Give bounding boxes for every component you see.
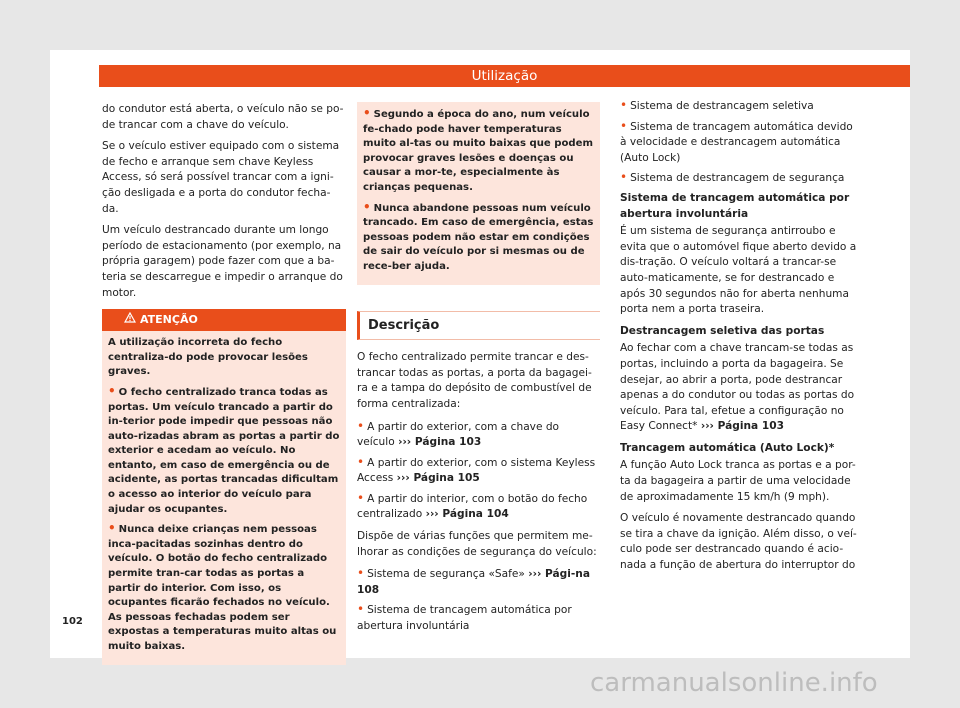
column-middle xyxy=(357,102,600,639)
list-item: • Sistema de trancagem automática devido à velocidade e destrancagem automática (Auto Lock) xyxy=(620,118,853,164)
manual-page xyxy=(50,50,910,658)
subheading: Sistema de trancagem automática por abertura involuntária xyxy=(620,191,850,220)
bullet-dot: • xyxy=(357,566,365,581)
paragraph: A função Auto Lock tranca as portas e a por-ta da bagageira a partir de uma velocidade de aproximadamente 15 km/h (9 mph). xyxy=(620,459,856,503)
page-reference-link[interactable]: ››› Página 105 xyxy=(396,472,480,485)
bullet-dot: • xyxy=(357,602,365,617)
list-item: • Sistema de trancagem automática por abertura involuntária xyxy=(357,602,572,633)
paragraph: Dispõe de várias funções que permitem me-lhorar as condições de segurança do veículo: xyxy=(357,530,597,558)
bullet-dot: • xyxy=(108,521,116,536)
page-reference-link[interactable]: ››› Página 103 xyxy=(398,436,482,449)
bullet-dot: • xyxy=(363,106,371,120)
warning-bullet: • Segundo a época do ano, num veículo fe-chado pode haver temperaturas muito al-tas ou muito baixas que podem provocar graves lesões e doenças ou causar a mor-te, especialmente às crianças pequenas. xyxy=(363,106,593,193)
bullet-dot: • xyxy=(363,199,371,214)
paragraph: Ao fechar com a chave trancam-se todas as portas, incluindo a porta da bagageira. Se desejar, ao abrir a porta, pode destrancar apenas a do condutor ou todas as portas do veículo. Para tal, efetue a configuração no Easy Connect* ››› Página 103 xyxy=(620,342,855,433)
bullet-dot: • xyxy=(620,98,628,112)
warning-title: ATENÇÃO xyxy=(140,313,198,327)
bullet-dot: • xyxy=(108,383,116,398)
paragraph: O veículo é novamente destrancado quando se tira a chave da ignição. Além disso, o veí-culo pode ser destrancado quando é acio-nada a função de abertura do interruptor do xyxy=(620,512,857,572)
bullet-dot: • xyxy=(357,490,365,505)
page-reference-link[interactable]: ››› Página 103 xyxy=(700,420,784,433)
paragraph: Um veículo destrancado durante um longo período de estacionamento (por exemplo, na própria garagem) pode fazer com que a ba-teria se descarregue e impedir o arranque do motor. xyxy=(102,224,343,299)
list-item: • Sistema de destrancagem seletiva xyxy=(620,98,814,112)
subheading: Trancagem automática (Auto Lock)* xyxy=(620,441,835,454)
bullet-dot: • xyxy=(620,170,628,185)
list-item: • Sistema de destrancagem de segurança xyxy=(620,170,845,185)
warning-bullet: • Nunca abandone pessoas num veículo trancado. Em caso de emergência, estas pessoas podem não estar em condições de sair do veículo por si mesmas ou de rece-ber ajuda. xyxy=(363,199,594,272)
column-right xyxy=(620,98,862,580)
warning-bullet: • Nunca deixe crianças nem pessoas inca-pacitadas sozinhas dentro do veículo. O botão do fecho centralizado permite tran-car todas as portas a partir do interior. Com isso, os ocupantes ficarão fechados no veículo. As pessoas fechadas podem ser expostas a temperaturas muito altas ou muito baixas. xyxy=(108,521,337,652)
warning-intro: A utilização incorreta do fecho centraliza-do pode provocar lesões graves. xyxy=(108,337,308,378)
list-item: • A partir do exterior, com a chave do veículo ››› Página 103 xyxy=(357,418,560,449)
warning-triangle-icon xyxy=(124,309,136,331)
bullet-dot: • xyxy=(620,118,628,133)
subheading: Destrancagem seletiva das portas xyxy=(620,324,825,337)
paragraph: Se o veículo estiver equipado com o sistema de fecho e arranque sem chave Keyless Access, só será possível trancar com a igni-ção desligada e a porta do condutor fecha-da. xyxy=(102,140,340,215)
warning-box-continued xyxy=(357,102,600,285)
list-item: • Sistema de segurança «Safe» ››› Pági-na 108 xyxy=(357,566,590,596)
bullet-dot: • xyxy=(357,418,365,433)
warning-header xyxy=(102,309,346,331)
paragraph: O fecho centralizado permite trancar e des-trancar todas as portas, a porta da bagagei-ra e a tampa do depósito de combustível de forma centralizada: xyxy=(357,351,592,410)
paragraph: É um sistema de segurança antirroubo e evita que o automóvel fique aberto devido a dis-tração. O veículo voltará a trancar-se auto-maticamente, se for destrancado e após 30 segundos não for aberta nenhuma porta nem a porta traseira. xyxy=(620,225,857,316)
warning-bullet: • O fecho centralizado tranca todas as portas. Um veículo trancado a partir do in-terior pode impedir que pessoas não auto-rizadas abram as portas a partir do exterior e acedam ao veículo. No entanto, em caso de emergência ou de acidente, as portas trancadas dificultam o acesso ao interior do veículo para ajudar os ocupantes. xyxy=(108,383,340,515)
watermark: carmanualsonline.info xyxy=(590,668,878,698)
column-left xyxy=(102,102,346,665)
paragraph: do condutor está aberta, o veículo não se po-de trancar com a chave do veículo. xyxy=(102,103,344,131)
page-reference-link[interactable]: ››› Página 104 xyxy=(425,508,509,521)
page-reference-link[interactable]: ››› Pági-na 108 xyxy=(357,568,590,596)
section-title: Descrição xyxy=(357,311,600,341)
bullet-dot: • xyxy=(357,454,365,469)
list-item: • A partir do exterior, com o sistema Keyless Access ››› Página 105 xyxy=(357,454,596,485)
warning-box xyxy=(102,309,346,664)
page-number: 102 xyxy=(62,616,83,627)
list-item: • A partir do interior, com o botão do fecho centralizado ››› Página 104 xyxy=(357,490,588,521)
page-header: Utilização xyxy=(99,65,910,87)
